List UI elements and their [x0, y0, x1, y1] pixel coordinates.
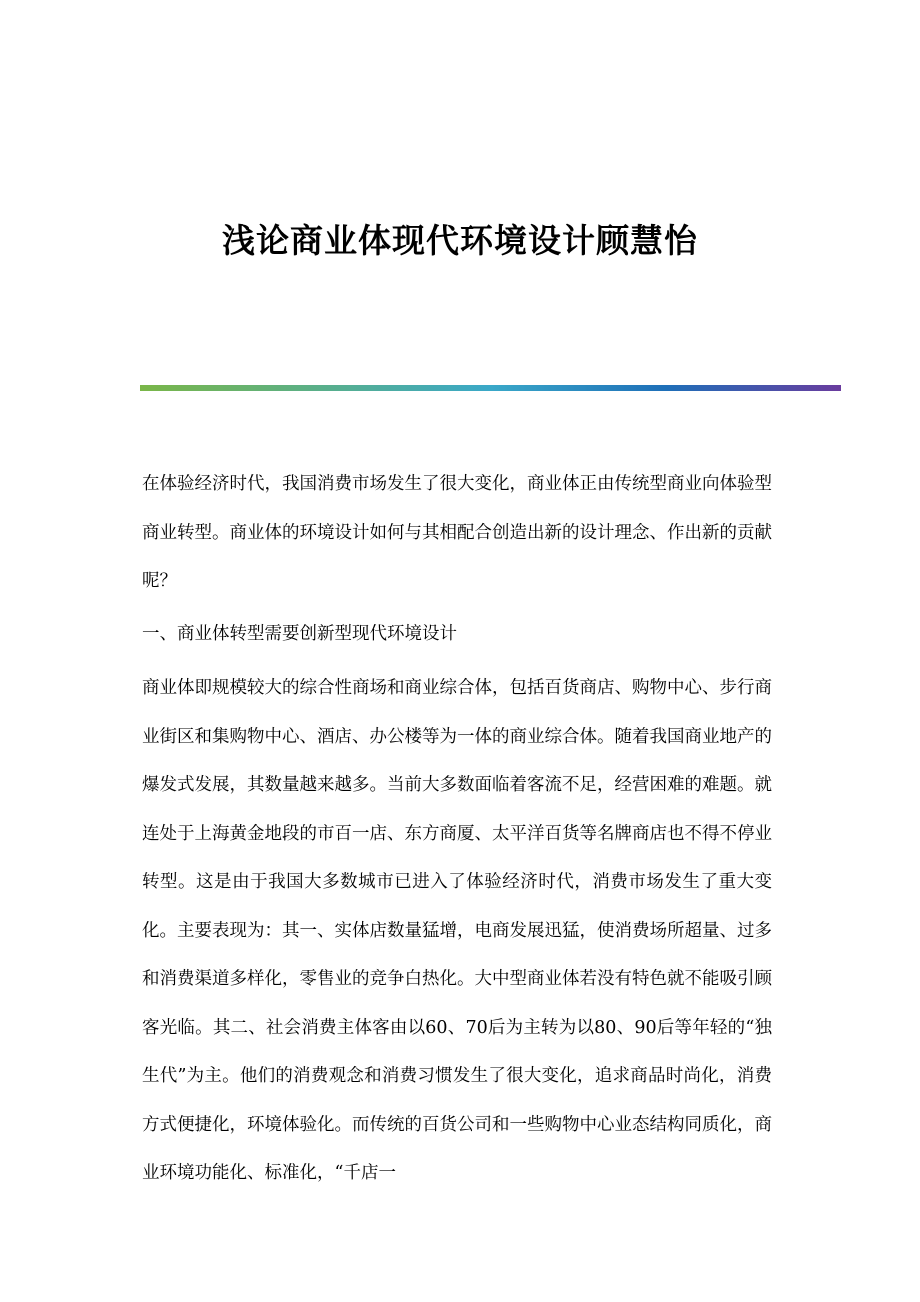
body-paragraph: 商业体即规模较大的综合性商场和商业综合体，包括百货商店、购物中心、步行商业街区和集购物中心、酒店、办公楼等为一体的商业综合体。随着我国商业地产的爆发式发展，其数量越来越多。当前大多数面临着客流不足，经营困难的难题。就连处于上海黄金地段的市百一店、东方商厦、太平洋百货等名牌商店也不得不停业转型。这是由于我国大多数城市已进入了体验经济时代，消费市场发生了重大变化。主要表现为：其一、实体店数量猛增，电商发展迅猛，使消费场所超量、过多和消费渠道多样化，零售业的竞争白热化。大中型商业体若没有特色就不能吸引顾客光临。其二、社会消费主体客由以60、70后为主转为以80、90后等年轻的“独生代”为主。他们的消费观念和消费习惯发生了很大变化，追求商品时尚化，消费方式便捷化，环境体验化。而传统的百货公司和一些购物中心业态结构同质化，商业环境功能化、标准化，“千店一: [142, 678, 772, 1183]
document-title: 浅论商业体现代环境设计顾慧怡: [222, 221, 698, 260]
intro-paragraph: 在体验经济时代，我国消费市场发生了很大变化，商业体正由传统型商业向体验型商业转型。商业体的环境设计如何与其相配合创造出新的设计理念、作出新的贡献呢？: [142, 474, 772, 591]
section-heading: 一、商业体转型需要创新型现代环境设计: [142, 623, 457, 644]
gradient-divider: [140, 385, 841, 391]
document-body: [142, 460, 772, 1198]
